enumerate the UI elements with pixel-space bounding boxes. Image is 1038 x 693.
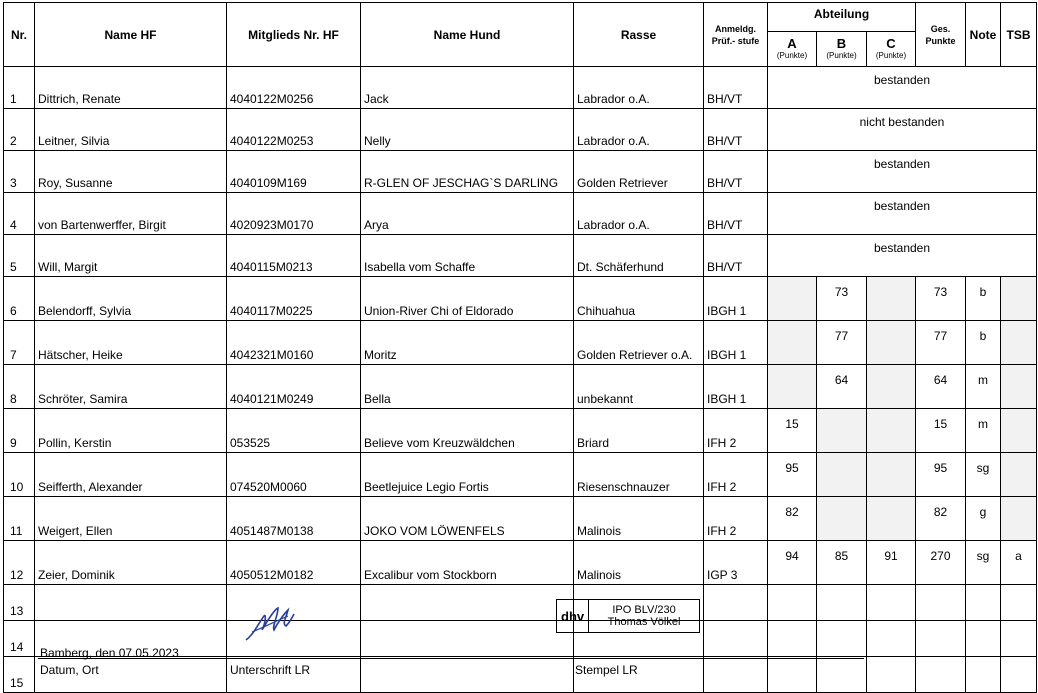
cell-name-hund: Believe vom Kreuzwäldchen (361, 409, 574, 453)
table-row (4, 321, 1037, 365)
cell-note: b (966, 321, 1001, 365)
cell-punkte-a: 95 (768, 453, 817, 497)
cell-name-hund (361, 657, 574, 693)
cell-note: m (966, 365, 1001, 409)
cell-note: sg (966, 453, 1001, 497)
cell-rasse: Malinois (574, 541, 704, 585)
cell-note: sg (966, 541, 1001, 585)
cell-ges-punkte: 77 (916, 321, 966, 365)
cell-nr: 8 (4, 365, 35, 409)
cell-name-hund: Jack (361, 67, 574, 109)
cell-empty-b (817, 621, 867, 657)
cell-name-hund: Excalibur vom Stockborn (361, 541, 574, 585)
cell-mitglieds-nr: 4040109M169 (227, 151, 361, 193)
header-name-hund: Name Hund (361, 3, 574, 67)
cell-nr: 14 (4, 621, 35, 657)
cell-rasse: Labrador o.A. (574, 193, 704, 235)
cell-nr: 2 (4, 109, 35, 151)
stamp-line-2: Thomas Völkel (607, 616, 681, 628)
cell-punkte-c: 91 (867, 541, 916, 585)
cell-punkte-a (768, 277, 817, 321)
cell-empty-note (966, 621, 1001, 657)
cell-nr: 15 (4, 657, 35, 693)
cell-rasse: Dt. Schäferhund (574, 235, 704, 277)
cell-stufe: IFH 2 (704, 409, 768, 453)
cell-nr: 11 (4, 497, 35, 541)
header-anmeldg: Anmeldg. Prüf.- stufe (704, 3, 768, 67)
cell-stufe (704, 657, 768, 693)
cell-result: bestanden (768, 235, 1037, 277)
cell-empty-note (966, 657, 1001, 693)
cell-nr: 13 (4, 585, 35, 621)
header-note: Note (966, 3, 1001, 67)
cell-name-hf: Schröter, Samira (35, 365, 227, 409)
cell-name-hf: Seifferth, Alexander (35, 453, 227, 497)
cell-punkte-a: 94 (768, 541, 817, 585)
cell-empty-a (768, 585, 817, 621)
cell-mitglieds-nr: 4040115M0213 (227, 235, 361, 277)
cell-empty-ges (916, 657, 966, 693)
cell-empty-note (966, 585, 1001, 621)
cell-nr: 5 (4, 235, 35, 277)
table-row (4, 585, 1037, 621)
cell-rasse: Golden Retriever o.A. (574, 321, 704, 365)
cell-name-hund: Nelly (361, 109, 574, 151)
cell-stufe (704, 621, 768, 657)
cell-nr: 12 (4, 541, 35, 585)
cell-result: bestanden (768, 151, 1037, 193)
signature-mark (244, 604, 296, 649)
table-row (4, 497, 1037, 541)
cell-ges-punkte: 82 (916, 497, 966, 541)
cell-stufe: IBGH 1 (704, 365, 768, 409)
cell-punkte-a: 15 (768, 409, 817, 453)
cell-ges-punkte: 73 (916, 277, 966, 321)
cell-empty-c (867, 585, 916, 621)
table-row (4, 193, 1037, 235)
cell-name-hf: Zeier, Dominik (35, 541, 227, 585)
header-b-punkte: (Punkte) (826, 51, 857, 60)
cell-nr: 4 (4, 193, 35, 235)
cell-name-hf: Leitner, Silvia (35, 109, 227, 151)
cell-punkte-a: 82 (768, 497, 817, 541)
table-row (4, 151, 1037, 193)
cell-empty-a (768, 621, 817, 657)
table-row (4, 235, 1037, 277)
cell-rasse: Labrador o.A. (574, 67, 704, 109)
label-datum-ort: Datum, Ort (40, 663, 99, 677)
cell-punkte-c (867, 321, 916, 365)
cell-punkte-c (867, 277, 916, 321)
cell-name-hf: Belendorff, Sylvia (35, 277, 227, 321)
cell-empty-ges (916, 585, 966, 621)
header-abteilung-a (768, 32, 817, 67)
cell-name-hund: Isabella vom Schaffe (361, 235, 574, 277)
cell-stufe: BH/VT (704, 109, 768, 151)
cell-name-hf: Will, Margit (35, 235, 227, 277)
cell-empty-ges (916, 621, 966, 657)
header-mitglieds-nr: Mitglieds Nr. HF (227, 3, 361, 67)
cell-punkte-b: 73 (817, 277, 867, 321)
table-row (4, 277, 1037, 321)
official-stamp (556, 599, 700, 633)
cell-name-hf: Pollin, Kerstin (35, 409, 227, 453)
cell-nr: 1 (4, 67, 35, 109)
cell-stufe: BH/VT (704, 151, 768, 193)
signature-line (38, 658, 864, 659)
cell-nr: 9 (4, 409, 35, 453)
cell-empty-tsb (1001, 657, 1037, 693)
cell-punkte-a (768, 321, 817, 365)
header-abteilung-b (817, 32, 867, 67)
header-a-punkte: (Punkte) (776, 51, 808, 60)
cell-rasse: Briard (574, 409, 704, 453)
header-tsb: TSB (1001, 3, 1037, 67)
cell-name-hund: JOKO VOM LÖWENFELS (361, 497, 574, 541)
cell-name-hf: Weigert, Ellen (35, 497, 227, 541)
cell-punkte-c (867, 409, 916, 453)
stamp-logo: dhv (557, 600, 589, 632)
cell-note: b (966, 277, 1001, 321)
cell-punkte-a (768, 365, 817, 409)
cell-stufe: IFH 2 (704, 453, 768, 497)
cell-mitglieds-nr: 4042321M0160 (227, 321, 361, 365)
header-c-punkte: (Punkte) (875, 51, 907, 60)
table-row (4, 541, 1037, 585)
results-table (3, 2, 1037, 693)
cell-stufe (704, 585, 768, 621)
cell-stufe: IGP 3 (704, 541, 768, 585)
cell-tsb (1001, 453, 1037, 497)
cell-empty-b (817, 657, 867, 693)
cell-punkte-b (817, 409, 867, 453)
header-rasse: Rasse (574, 3, 704, 67)
cell-rasse: Golden Retriever (574, 151, 704, 193)
cell-empty-b (817, 585, 867, 621)
cell-stufe: BH/VT (704, 235, 768, 277)
header-ges-punkte: Ges. Punkte (916, 3, 966, 67)
cell-name-hund (361, 585, 574, 621)
cell-name-hund (361, 621, 574, 657)
stamp-line-1: IPO BLV/230 (612, 604, 676, 616)
cell-mitglieds-nr: 4040117M0225 (227, 277, 361, 321)
header-c-label: C (886, 36, 896, 51)
header-abteilung-c (867, 32, 916, 67)
cell-mitglieds-nr: 4020923M0170 (227, 193, 361, 235)
cell-punkte-c (867, 453, 916, 497)
table-row (4, 365, 1037, 409)
cell-punkte-b: 77 (817, 321, 867, 365)
header-b-label: B (836, 36, 847, 51)
header-name-hf: Name HF (35, 3, 227, 67)
cell-ges-punkte: 15 (916, 409, 966, 453)
cell-punkte-b: 85 (817, 541, 867, 585)
cell-tsb (1001, 497, 1037, 541)
cell-empty-a (768, 657, 817, 693)
cell-tsb: a (1001, 541, 1037, 585)
cell-rasse: Labrador o.A. (574, 109, 704, 151)
cell-punkte-b (817, 453, 867, 497)
cell-punkte-c (867, 497, 916, 541)
label-stempel: Stempel LR (575, 663, 638, 677)
table-row (4, 109, 1037, 151)
cell-empty-tsb (1001, 621, 1037, 657)
cell-mitglieds-nr: 4050512M0182 (227, 541, 361, 585)
cell-name-hund: Bella (361, 365, 574, 409)
cell-rasse: Riesenschnauzer (574, 453, 704, 497)
cell-stufe: IFH 2 (704, 497, 768, 541)
cell-name-hund: R-GLEN OF JESCHAG`S DARLING (361, 151, 574, 193)
cell-mitglieds-nr: 4040121M0249 (227, 365, 361, 409)
cell-punkte-b: 64 (817, 365, 867, 409)
cell-ges-punkte: 270 (916, 541, 966, 585)
cell-punkte-b (817, 497, 867, 541)
table-row (4, 67, 1037, 109)
cell-empty-tsb (1001, 585, 1037, 621)
table-row (4, 409, 1037, 453)
label-unterschrift: Unterschrift LR (230, 663, 311, 677)
cell-mitglieds-nr: 4040122M0253 (227, 109, 361, 151)
cell-stufe: IBGH 1 (704, 321, 768, 365)
cell-name-hf: Hätscher, Heike (35, 321, 227, 365)
cell-note: g (966, 497, 1001, 541)
cell-nr: 7 (4, 321, 35, 365)
cell-result: nicht bestanden (768, 109, 1037, 151)
cell-nr: 3 (4, 151, 35, 193)
cell-ges-punkte: 95 (916, 453, 966, 497)
cell-name-hund: Beetlejuice Legio Fortis (361, 453, 574, 497)
cell-nr: 6 (4, 277, 35, 321)
stamp-text (589, 604, 699, 628)
cell-tsb (1001, 321, 1037, 365)
cell-name-hund: Moritz (361, 321, 574, 365)
cell-tsb (1001, 365, 1037, 409)
cell-stufe: BH/VT (704, 193, 768, 235)
cell-rasse: unbekannt (574, 365, 704, 409)
cell-rasse: Chihuahua (574, 277, 704, 321)
header-nr: Nr. (4, 3, 35, 67)
cell-empty-c (867, 657, 916, 693)
cell-name-hf: Dittrich, Renate (35, 67, 227, 109)
cell-name-hund: Union-River Chi of Eldorado (361, 277, 574, 321)
cell-empty-c (867, 621, 916, 657)
cell-name-hf (35, 585, 227, 621)
cell-mitglieds-nr: 4040122M0256 (227, 67, 361, 109)
cell-name-hf: Roy, Susanne (35, 151, 227, 193)
cell-result: bestanden (768, 193, 1037, 235)
cell-stufe: IBGH 1 (704, 277, 768, 321)
cell-tsb (1001, 277, 1037, 321)
cell-ges-punkte: 64 (916, 365, 966, 409)
cell-mitglieds-nr: 053525 (227, 409, 361, 453)
cell-tsb (1001, 409, 1037, 453)
cell-rasse: Malinois (574, 497, 704, 541)
header-abteilung: Abteilung (768, 3, 916, 32)
table-row (4, 453, 1037, 497)
cell-note: m (966, 409, 1001, 453)
header-a-label: A (787, 36, 797, 51)
cell-result: bestanden (768, 67, 1037, 109)
cell-mitglieds-nr: 074520M0060 (227, 453, 361, 497)
cell-name-hf: von Bartenwerffer, Birgit (35, 193, 227, 235)
place-date: Bamberg, den 07.05.2023 (40, 646, 179, 660)
cell-mitglieds-nr: 4051487M0138 (227, 497, 361, 541)
cell-punkte-c (867, 365, 916, 409)
cell-name-hund: Arya (361, 193, 574, 235)
cell-stufe: BH/VT (704, 67, 768, 109)
cell-nr: 10 (4, 453, 35, 497)
table-row (4, 657, 1037, 693)
